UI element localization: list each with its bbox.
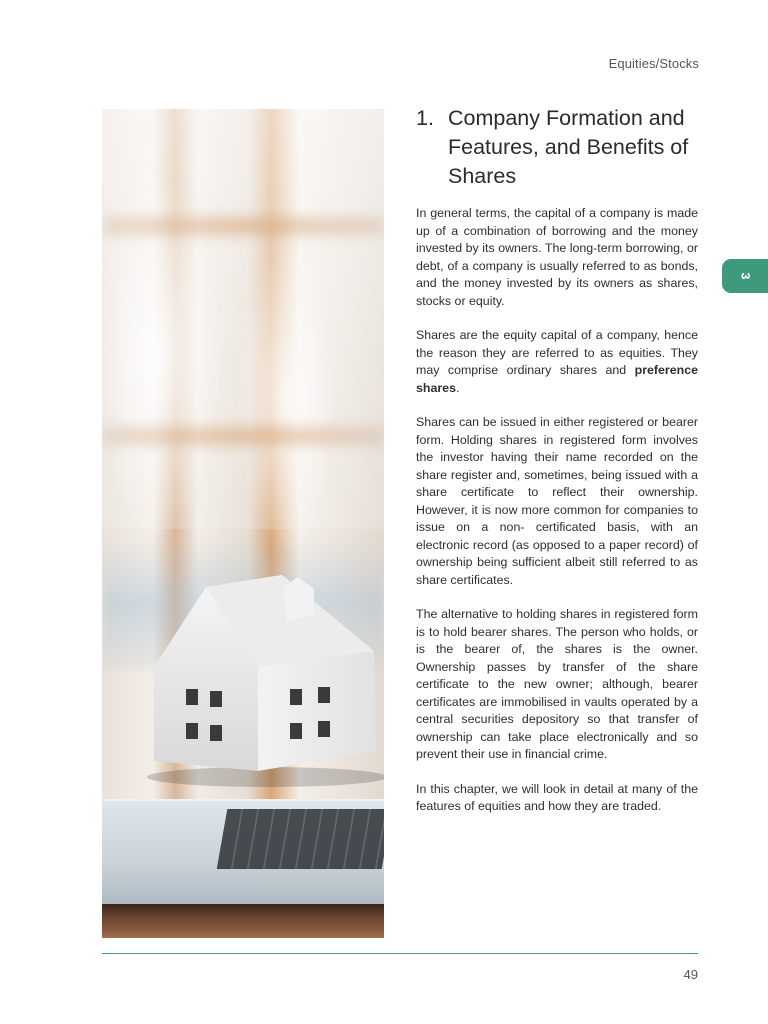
paragraph-equities-text: Shares are the equity capital of a company, hence the reason they are referred to as equities. They may comprise ordinary shares and [416, 328, 698, 377]
ceramic-house-icon [102, 539, 384, 799]
paragraph-capital: In general terms, the capital of a company is made up of a combination of borrowing and the money invested by its owners. The long-term borrowing, or debt, of a company is usually referred to as bonds, and the money invested by its owners as shares, stocks or equity. [416, 206, 698, 308]
photo-blur-beam [102, 217, 384, 235]
paragraph-equities-end: . [455, 380, 460, 395]
section-heading [416, 104, 698, 191]
page-number: 49 [683, 967, 698, 982]
paragraph-equities [416, 327, 698, 397]
chapter-tab [722, 259, 768, 293]
wooden-desk [102, 904, 384, 938]
photo-blur-beam [102, 427, 384, 445]
running-header: Equities/Stocks [608, 56, 699, 71]
photo-background-blur [102, 109, 384, 529]
laptop-keyboard [217, 809, 384, 869]
section-number: 1. [416, 106, 434, 130]
section-title: Company Formation and Features, and Benefits of Shares [448, 106, 689, 188]
house-photo [102, 109, 384, 938]
paragraph-bearer-shares: The alternative to holding shares in registered form is to hold bearer shares. The person who holds, or is the bearer of, the shares is the owner. Ownership passes by transfer of the share certificate to the new owner; although, bearer certificates are immobilised in vaults operated by a central securities depository so that transfer of ownership can take place electronically and so prevent their use in financial crime. [416, 607, 698, 761]
paragraph-registered-form: Shares can be issued in either registered or bearer form. Holding shares in registered form involves the investor having their name recorded on the share register and, sometimes, being issued with a share certificate to reflect their ownership. However, it is now more common for companies to issue on a non- certificated basis, with an electronic record (as opposed to a paper record) of ownership being sufficient albeit still referred to as share certificates. [416, 415, 698, 587]
chapter-content [416, 104, 698, 833]
paragraph-chapter-intro: In this chapter, we will look in detail at many of the features of equities and how they are traded. [416, 781, 698, 813]
preference-shares-term: preference shares [416, 363, 698, 395]
footer-divider [102, 953, 698, 954]
chapter-tab-number: 3 [738, 272, 752, 280]
